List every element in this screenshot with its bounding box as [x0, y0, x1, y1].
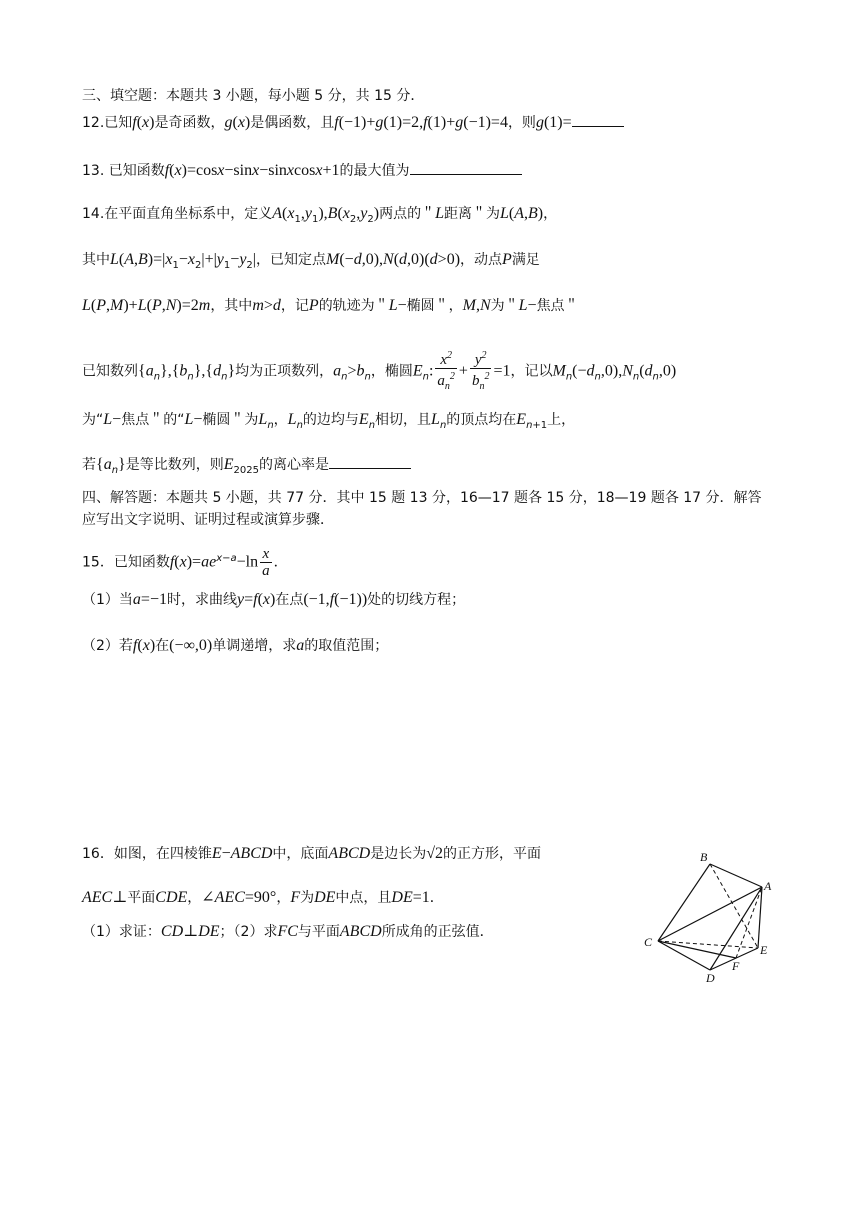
question-15-part-2: （2）若f(x)在(−∞,0)单调递增，求a的取值范围；: [82, 637, 389, 654]
figure-label-f: F: [732, 959, 740, 973]
question-14-line-6: 若$\{a_n\}$是等比数列，则$E_{2025}$的离心率是: [82, 454, 411, 481]
answer-blank-13[interactable]: [410, 160, 522, 175]
question-13: 13. 已知函数f(x)=cosx−sinx−sinxcosx+1的最大值为: [82, 160, 522, 181]
question-14-line-5: 为“L−焦点＂的“L−椭圆＂为$L_n$，$L_n$的边均与$E_n$相切，且$L_n$的顶点均在$E_{n+1}$上，: [82, 411, 576, 431]
question-12: 12.已知f(x)是奇函数，g(x)是偶函数，且f(−1)+g(1)=2,f(1)+g(−1)=4，则g(1)=: [82, 112, 624, 133]
answer-blank-14[interactable]: [329, 454, 411, 469]
figure-label-e: E: [760, 943, 768, 957]
question-15-part-1: （1）当a=−1时，求曲线y=f(x)在点(−1,f(−1))处的切线方程；: [82, 591, 466, 608]
figure-label-d: D: [706, 971, 715, 985]
question-15: 15．已知函数$f(x)=ae^{x-a}-\ln$ $\frac{x}{a}$ ．: [82, 546, 288, 579]
section-3-heading: 三、填空题：本题共 3 小题，每小题 5 分，共 15 分．: [82, 88, 425, 104]
question-14-line-4: 已知数列$\{a_n\},\{b_n\},\{d_n\}$均为正项数列，$a_n>b_n$，椭圆$E_n$: $\frac{x^2}{a_n^2}$ + $\frac{y^2}{b_n^2}$ =1，记以$M_n(-d_n,0),N_n(d_n,0)$: [82, 350, 677, 392]
question-14-line-2: 其中$L(A,B)=|x_1-x_2|+|y_1-y_2|$，已知定点M(−d,0),N(d,0)(d>0)，动点P满足: [82, 251, 540, 271]
section-4-heading-line-1: 四、解答题：本题共 5 小题，共 77 分．其中 15 题 13 分，16—17 题各 15 分，18—19 题各 17 分．解答: [82, 490, 762, 506]
figure-label-a: A: [764, 879, 772, 893]
pyramid-figure: [640, 848, 780, 988]
question-16-line-2: AEC⊥平面CDE，∠AEC=90°，F为DE中点，且DE=1．: [82, 889, 444, 906]
section-4-heading-line-2: 应写出文字说明、证明过程或演算步骤．: [82, 512, 334, 528]
figure-label-c: C: [644, 935, 653, 949]
question-16-line-3: （1）求证：CD⊥DE；（2）求FC与平面ABCD所成角的正弦值．: [82, 923, 494, 940]
question-14-line-1: 14.在平面直角坐标系中，定义$A(x_1,y_1),B(x_2,y_2)$两点的＂L距离＂为L(A,B)，: [82, 205, 558, 225]
answer-blank-12[interactable]: [572, 112, 624, 127]
figure-label-b: B: [700, 850, 708, 864]
question-16-line-1: 16．如图，在四棱锥E−ABCD中，底面ABCD是边长为√2的正方形，平面: [82, 845, 541, 862]
question-14-line-3: L(P,M)+L(P,N)=2m，其中m>d，记P的轨迹为＂L−椭圆＂，M,N为＂L−焦点＂: [82, 297, 579, 314]
